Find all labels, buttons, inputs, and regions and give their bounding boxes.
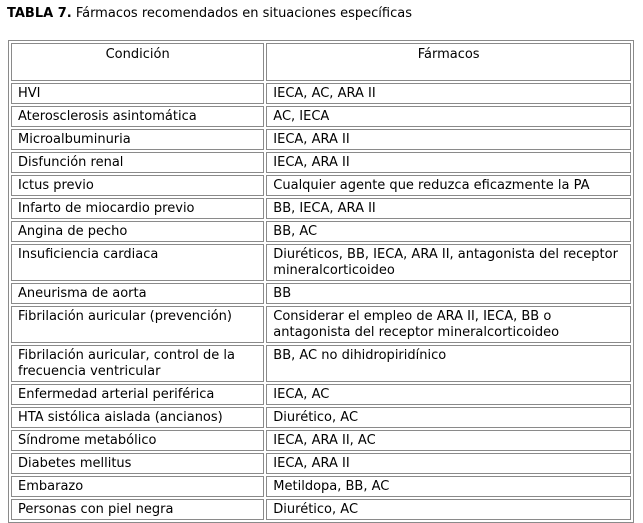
- drugs-cell: IECA, ARA II: [266, 129, 631, 150]
- drugs-cell: IECA, AC, ARA II: [266, 83, 631, 104]
- condition-cell: Aneurisma de aorta: [11, 283, 264, 304]
- table-row: [11, 129, 631, 150]
- drugs-cell: Diurético, AC: [266, 407, 631, 428]
- condition-cell: Infarto de miocardio previo: [11, 198, 264, 219]
- table-row: [11, 345, 631, 382]
- drugs-cell: Diuréticos, BB, IECA, ARA II, antagonista del receptor mineralcorticoideo: [266, 244, 631, 281]
- table-row: [11, 83, 631, 104]
- drugs-cell: BB, AC no dihidropiridínico: [266, 345, 631, 382]
- table-row: [11, 453, 631, 474]
- table-row: [11, 407, 631, 428]
- condition-cell: HVI: [11, 83, 264, 104]
- table-row: [11, 175, 631, 196]
- drugs-cell: IECA, ARA II: [266, 453, 631, 474]
- condition-cell: Ictus previo: [11, 175, 264, 196]
- table-row: [11, 306, 631, 343]
- table-row: [11, 221, 631, 242]
- condition-cell: Fibrilación auricular, control de la frecuencia ventricular: [11, 345, 264, 382]
- condition-cell: Microalbuminuria: [11, 129, 264, 150]
- table-row: [11, 152, 631, 173]
- drugs-cell: IECA, AC: [266, 384, 631, 405]
- drugs-cell: AC, IECA: [266, 106, 631, 127]
- drugs-cell: BB: [266, 283, 631, 304]
- condition-cell: Diabetes mellitus: [11, 453, 264, 474]
- drugs-cell: IECA, ARA II, AC: [266, 430, 631, 451]
- drugs-cell: Cualquier agente que reduzca eficazmente la PA: [266, 175, 631, 196]
- header-condition: Condición: [11, 43, 264, 81]
- condition-cell: Personas con piel negra: [11, 499, 264, 520]
- table-row: [11, 476, 631, 497]
- drugs-cell: BB, AC: [266, 221, 631, 242]
- table-row: [11, 430, 631, 451]
- table-row: [11, 384, 631, 405]
- drugs-cell: BB, IECA, ARA II: [266, 198, 631, 219]
- table-row: [11, 198, 631, 219]
- condition-cell: Embarazo: [11, 476, 264, 497]
- table-row: [11, 244, 631, 281]
- condition-cell: Aterosclerosis asintomática: [11, 106, 264, 127]
- table-row: [11, 106, 631, 127]
- header-drugs: Fármacos: [266, 43, 631, 81]
- condition-cell: Fibrilación auricular (prevención): [11, 306, 264, 343]
- table-caption: [7, 6, 412, 22]
- condition-cell: Insuficiencia cardiaca: [11, 244, 264, 281]
- condition-cell: HTA sistólica aislada (ancianos): [11, 407, 264, 428]
- caption-label: TABLA 7.: [7, 6, 72, 21]
- drugs-cell: Considerar el empleo de ARA II, IECA, BB o antagonista del receptor mineralcorticoideo: [266, 306, 631, 343]
- table-row: [11, 283, 631, 304]
- drug-recommendations-table: [8, 40, 634, 523]
- drugs-cell: Diurético, AC: [266, 499, 631, 520]
- table-header-row: [11, 43, 631, 81]
- drugs-cell: IECA, ARA II: [266, 152, 631, 173]
- condition-cell: Angina de pecho: [11, 221, 264, 242]
- condition-cell: Síndrome metabólico: [11, 430, 264, 451]
- table-row: [11, 499, 631, 520]
- condition-cell: Enfermedad arterial periférica: [11, 384, 264, 405]
- condition-cell: Disfunción renal: [11, 152, 264, 173]
- drugs-cell: Metildopa, BB, AC: [266, 476, 631, 497]
- caption-text: Fármacos recomendados en situaciones específicas: [71, 6, 412, 21]
